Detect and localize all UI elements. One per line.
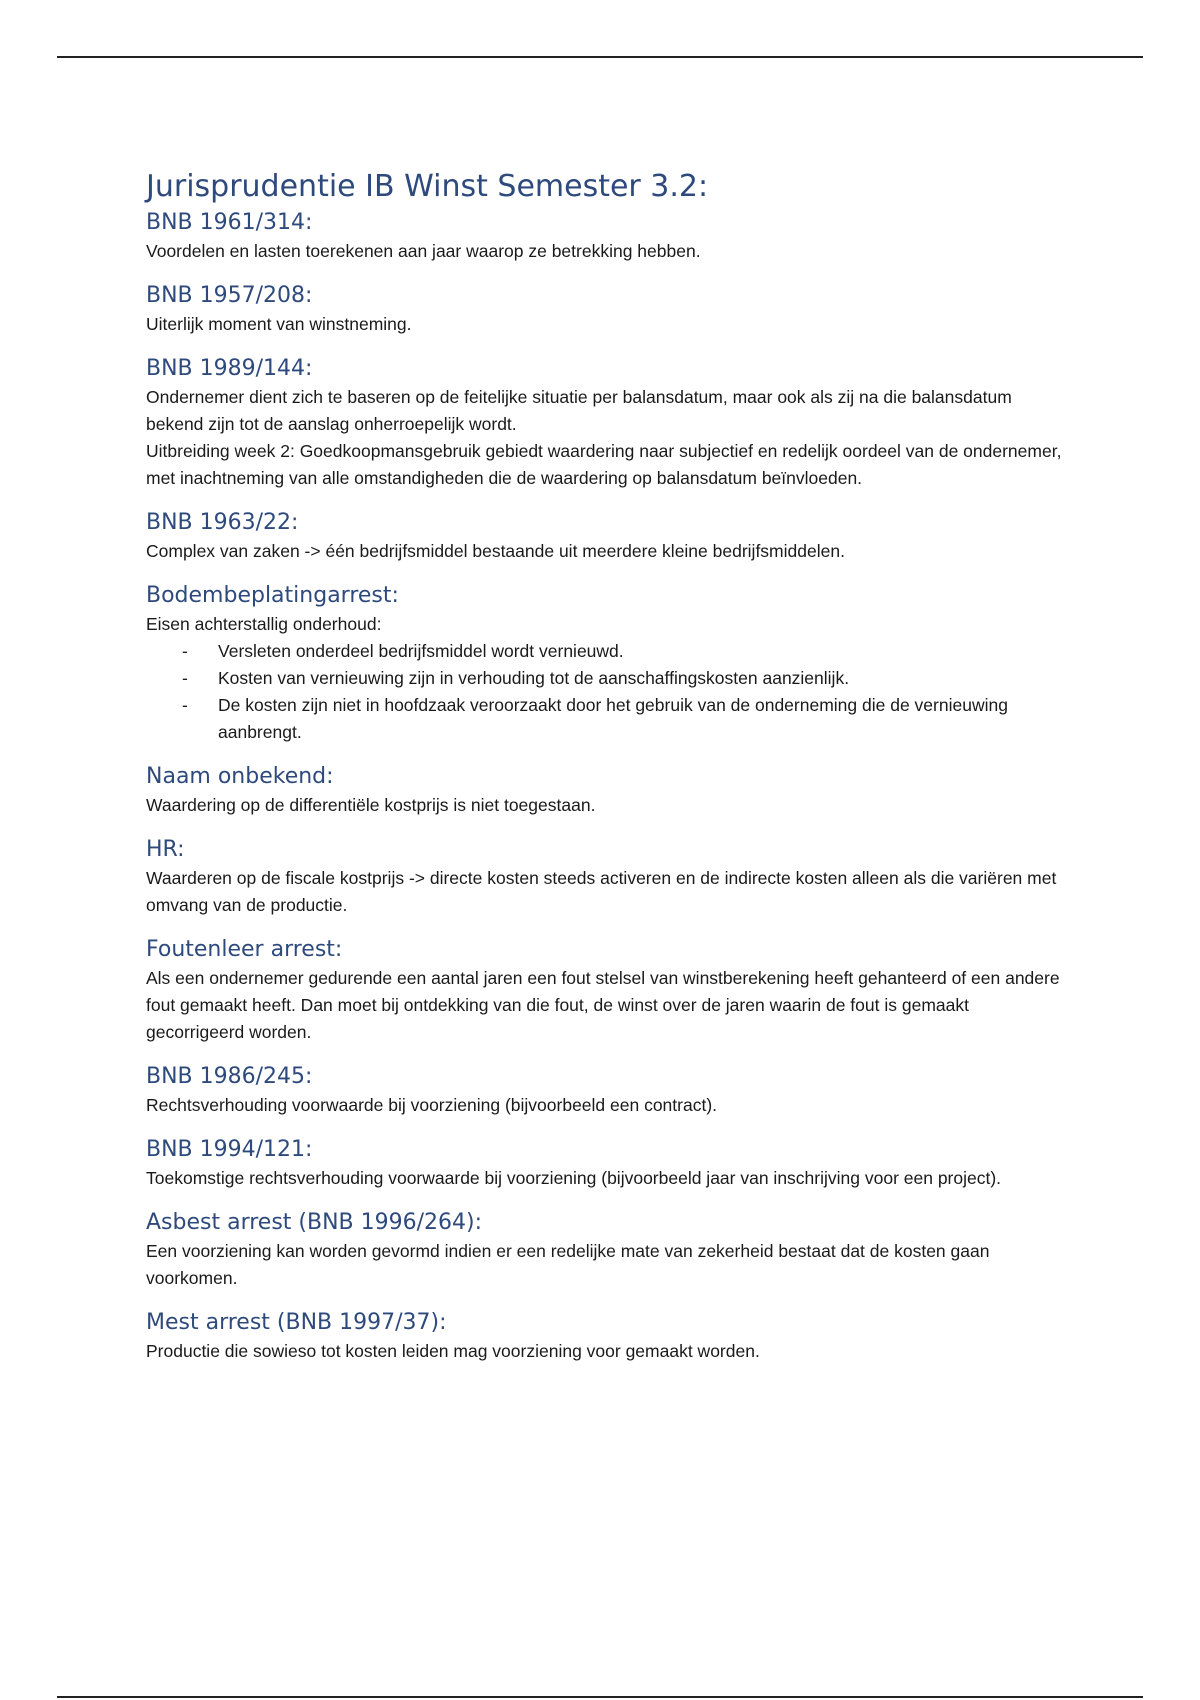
section-bnb-1961-314 bbox=[146, 208, 1066, 265]
section-paragraph: Een voorziening kan worden gevormd indien er een redelijke mate van zekerheid bestaat dat de kosten gaan voorkomen. bbox=[146, 1241, 990, 1288]
list-item-text: Versleten onderdeel bedrijfsmiddel wordt vernieuwd. bbox=[218, 641, 624, 661]
section-paragraph: Waarderen op de fiscale kostprijs -> directe kosten steeds activeren en de indirecte kosten alleen als die variëren met omvang van de productie. bbox=[146, 868, 1057, 915]
list-item bbox=[182, 692, 1066, 746]
section-bnb-1994-121 bbox=[146, 1135, 1066, 1192]
section-heading: Bodembeplatingarrest: bbox=[146, 583, 399, 608]
section-hr bbox=[146, 835, 1066, 919]
document-body bbox=[146, 168, 1066, 1381]
section-asbest-arrest bbox=[146, 1208, 1066, 1292]
section-heading: BNB 1994/121: bbox=[146, 1137, 313, 1162]
section-heading: Asbest arrest (BNB 1996/264): bbox=[146, 1210, 483, 1235]
section-heading: Foutenleer arrest: bbox=[146, 937, 343, 962]
section-foutenleer-arrest bbox=[146, 935, 1066, 1046]
section-paragraph: Complex van zaken -> één bedrijfsmiddel bestaande uit meerdere kleine bedrijfsmiddelen. bbox=[146, 541, 845, 561]
section-paragraph: Ondernemer dient zich te baseren op de feitelijke situatie per balansdatum, maar ook als zij na die balansdatum bekend zijn tot de aanslag onherroepelijk wordt. bbox=[146, 387, 1012, 434]
section-mest-arrest bbox=[146, 1308, 1066, 1365]
bullet-marker: - bbox=[182, 668, 188, 688]
list-item-text: Kosten van vernieuwing zijn in verhouding tot de aanschaffingskosten aanzienlijk. bbox=[218, 668, 850, 688]
section-heading: BNB 1986/245: bbox=[146, 1064, 313, 1089]
section-bnb-1989-144 bbox=[146, 354, 1066, 492]
section-paragraph: Eisen achterstallig onderhoud: bbox=[146, 614, 382, 634]
section-naam-onbekend bbox=[146, 762, 1066, 819]
section-paragraph: Uiterlijk moment van winstneming. bbox=[146, 314, 412, 334]
section-paragraph: Rechtsverhouding voorwaarde bij voorziening (bijvoorbeeld een contract). bbox=[146, 1095, 718, 1115]
section-heading: BNB 1963/22: bbox=[146, 510, 299, 535]
section-bnb-1986-245 bbox=[146, 1062, 1066, 1119]
section-heading: BNB 1961/314: bbox=[146, 210, 313, 235]
top-rule bbox=[57, 56, 1143, 58]
section-bnb-1963-22 bbox=[146, 508, 1066, 565]
section-heading: BNB 1957/208: bbox=[146, 283, 313, 308]
section-paragraph: Waardering op de differentiële kostprijs is niet toegestaan. bbox=[146, 795, 596, 815]
section-paragraph: Productie die sowieso tot kosten leiden mag voorziening voor gemaakt worden. bbox=[146, 1341, 760, 1361]
document-title: Jurisprudentie IB Winst Semester 3.2: bbox=[146, 169, 709, 204]
section-paragraph: Voordelen en lasten toerekenen aan jaar waarop ze betrekking hebben. bbox=[146, 241, 701, 261]
section-bodembeplatingarrest bbox=[146, 581, 1066, 746]
bullet-marker: - bbox=[182, 641, 188, 661]
list-item bbox=[182, 638, 1066, 665]
section-bnb-1957-208 bbox=[146, 281, 1066, 338]
bullet-list bbox=[146, 638, 1066, 746]
section-paragraph: Uitbreiding week 2: Goedkoopmansgebruik gebiedt waardering naar subjectief en redelijk oordeel van de ondernemer, met inachtneming van alle omstandigheden die de waardering op balansdatum beïnvloeden. bbox=[146, 441, 1062, 488]
section-heading: Naam onbekend: bbox=[146, 764, 334, 789]
list-item bbox=[182, 665, 1066, 692]
section-heading: HR: bbox=[146, 837, 185, 862]
section-heading: BNB 1989/144: bbox=[146, 356, 313, 381]
bottom-rule bbox=[57, 1696, 1143, 1698]
bullet-marker: - bbox=[182, 695, 188, 715]
section-heading: Mest arrest (BNB 1997/37): bbox=[146, 1310, 447, 1335]
list-item-text: De kosten zijn niet in hoofdzaak veroorzaakt door het gebruik van de onderneming die de vernieuwing aanbrengt. bbox=[218, 695, 1008, 742]
section-paragraph: Als een ondernemer gedurende een aantal jaren een fout stelsel van winstberekening heeft gehanteerd of een andere fout gemaakt heeft. Dan moet bij ontdekking van die fout, de winst over de jaren waarin de fout is gemaakt gecorrigeerd worden. bbox=[146, 968, 1060, 1042]
section-paragraph: Toekomstige rechtsverhouding voorwaarde bij voorziening (bijvoorbeeld jaar van inschrijving voor een project). bbox=[146, 1168, 1002, 1188]
